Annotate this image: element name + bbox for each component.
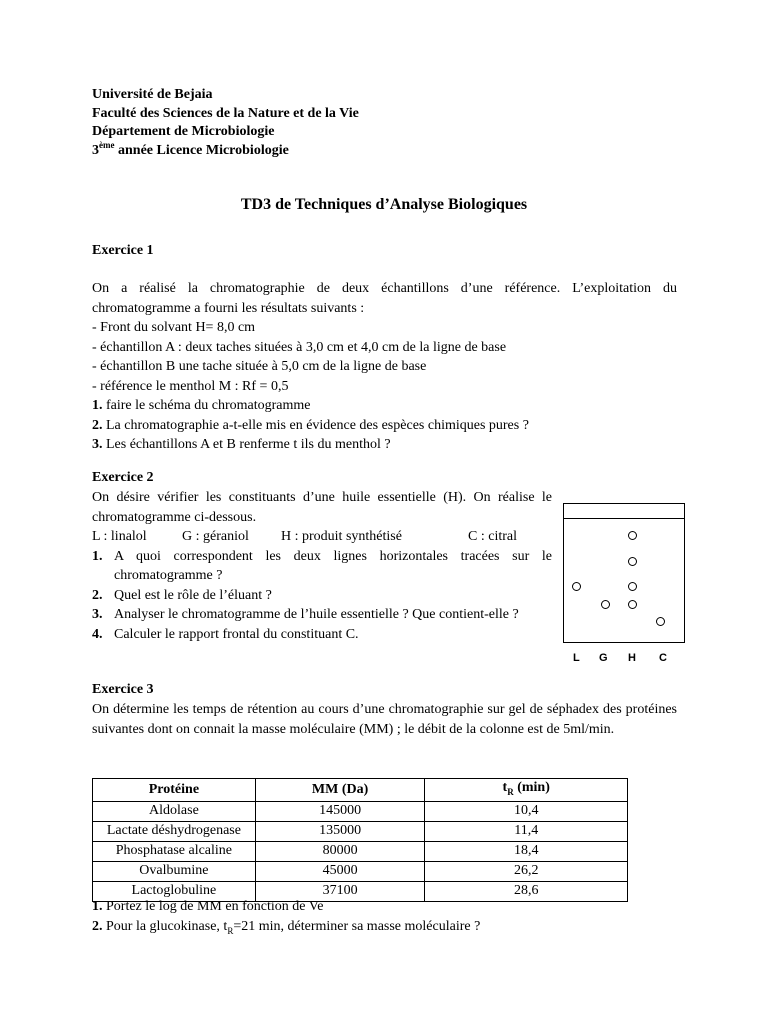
spot-l <box>572 582 581 591</box>
spot-h-2 <box>628 557 637 566</box>
spot-h-1 <box>628 531 637 540</box>
table-row <box>93 861 628 881</box>
chromatogram-diagram <box>563 503 685 664</box>
question: 1. Portez le log de MM en fonction de Ve <box>92 899 324 914</box>
exercise-2-heading: Exercice 2 <box>92 470 154 485</box>
table-header-row <box>93 779 628 802</box>
question: 2. Quel est le rôle de l’éluant ? <box>92 587 272 603</box>
spot-h-3 <box>628 582 637 591</box>
legend-item: C : citral <box>468 529 517 544</box>
table-cell: 37100 <box>255 881 425 901</box>
table-cell: 45000 <box>255 861 425 881</box>
exercise-1-intro: On a réalisé la chromatographie de deux échantillons d’une référence. L’exploitation du chromatogramme a fourni les résultats suivants : <box>92 281 677 316</box>
exercise-3-heading: Exercice 3 <box>92 682 154 697</box>
legend-item: G : géraniol <box>182 529 249 544</box>
column-header: Protéine <box>93 779 256 802</box>
table-cell: 135000 <box>255 821 425 841</box>
exercise-1-body <box>92 279 677 455</box>
legend-item: H : produit synthétisé <box>281 529 402 544</box>
spot-g <box>601 600 610 609</box>
table-cell: Lactoglobuline <box>93 881 256 901</box>
table-cell: Lactate déshydrogenase <box>93 821 256 841</box>
table-cell: 80000 <box>255 841 425 861</box>
table-cell: Aldolase <box>93 801 256 821</box>
table-cell: 26,2 <box>425 861 628 881</box>
table-cell: 145000 <box>255 801 425 821</box>
exercise-2-body <box>92 488 552 644</box>
lane-label: G <box>599 652 608 664</box>
table-cell: Ovalbumine <box>93 861 256 881</box>
question: 1. A quoi correspondent les deux lignes horizontales tracées sur le chromatogramme ? <box>92 548 552 583</box>
table-row <box>93 801 628 821</box>
result-line: - échantillon B une tache située à 5,0 cm de la ligne de base <box>92 359 427 374</box>
question: 2. Pour la glucokinase, $t_R=21$ min, déterminer sa masse moléculaire ? <box>92 918 481 936</box>
table-cell: 28,6 <box>425 881 628 901</box>
legend <box>92 527 552 547</box>
spot-h-4 <box>628 600 637 609</box>
spot-c <box>656 617 665 626</box>
table-cell: 18,4 <box>425 841 628 861</box>
table-cell: Phosphatase alcaline <box>93 841 256 861</box>
exercise-3-questions <box>92 897 480 941</box>
column-header: $t_R$ (min) <box>425 779 628 802</box>
table-cell: 10,4 <box>425 801 628 821</box>
department-name: Département de Microbiologie <box>92 124 275 139</box>
solvent-front-line <box>564 518 684 519</box>
question: 4. Calculer le rapport frontal du constituant C. <box>92 626 359 642</box>
result-line: - échantillon A : deux taches situées à 3,0 cm et 4,0 cm de la ligne de base <box>92 339 507 355</box>
result-line: - Front du solvant H= 8,0 cm <box>92 320 256 335</box>
question: 3. Les échantillons A et B renferme t ils du menthol ? <box>92 437 391 452</box>
study-year: 3ème année Licence Microbiologie <box>92 139 289 158</box>
question: 2. La chromatographie a-t-elle mis en évidence des espèces chimiques pures ? <box>92 417 529 433</box>
table-row <box>93 841 628 861</box>
exercise-2-intro: On désire vérifier les constituants d’une huile essentielle (H). On réalise le chromatogramme ci-dessous. <box>92 490 552 525</box>
university-name: Université de Bejaia <box>92 87 213 102</box>
question: 3. Analyser le chromatogramme de l’huile essentielle ? Que contient-elle ? <box>92 607 519 622</box>
document-title: TD3 de Techniques d’Analyse Biologiques <box>240 196 528 213</box>
lane-label: C <box>659 652 667 664</box>
result-line: - référence le menthol M : Rf = 0,5 <box>92 378 289 394</box>
header-block <box>92 86 359 160</box>
legend-item: L : linalol <box>92 529 147 544</box>
lane-label: L <box>573 652 580 664</box>
exercise-1-heading: Exercice 1 <box>92 243 154 258</box>
lane-label: H <box>628 652 636 664</box>
table-row <box>93 821 628 841</box>
faculty-name: Faculté des Sciences de la Nature et de la Vie <box>92 105 359 121</box>
column-header: MM (Da) <box>255 779 425 802</box>
question: 1. faire le schéma du chromatogramme <box>92 398 311 413</box>
table-cell: 11,4 <box>425 821 628 841</box>
exercise-3-intro: On détermine les temps de rétention au cours d’une chromatographie sur gel de séphadex des protéines suivantes dont on connait la masse moléculaire (MM) ; le débit de la colonne est de 5ml/min. <box>92 702 677 737</box>
protein-table <box>92 778 628 902</box>
